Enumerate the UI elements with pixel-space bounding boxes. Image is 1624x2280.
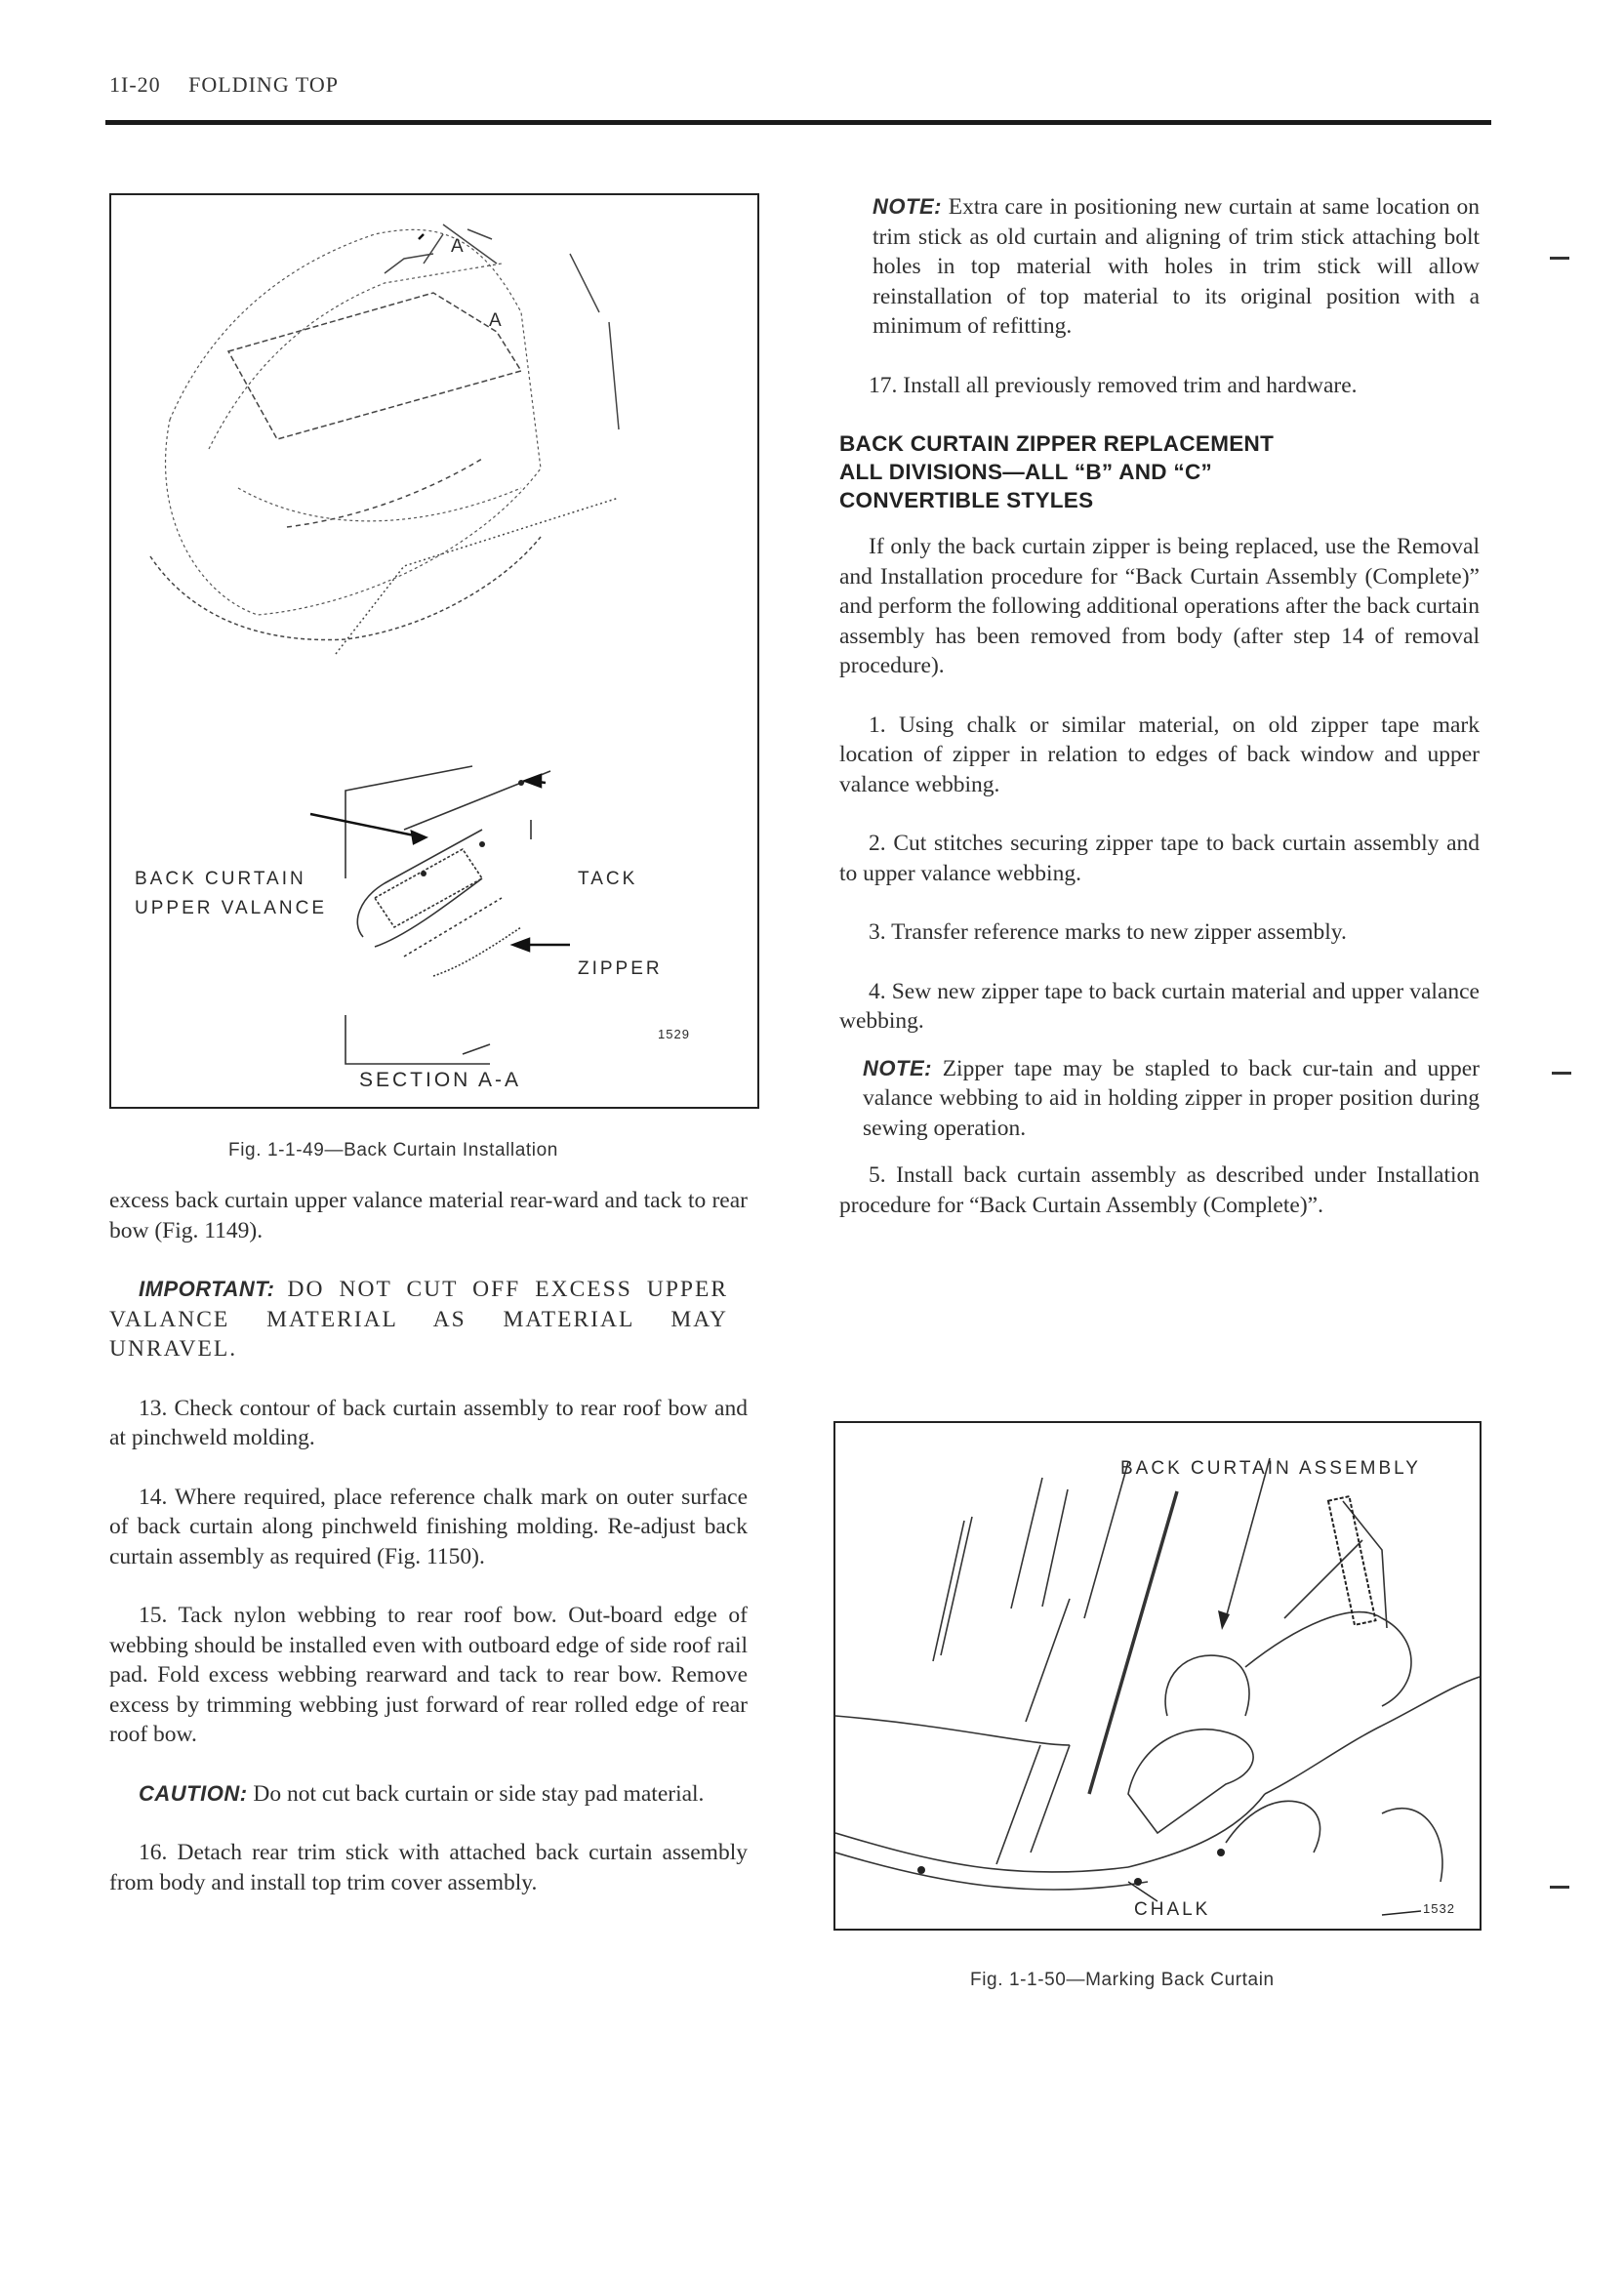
label-chalk: CHALK [1134,1899,1211,1920]
note-text: Extra care in positioning new curtain at same location on trim stick as old curtain and aligning of trim stick attaching bolt holes in top material with holes in trim stick will allow reinstallation of top material to its original position with a minimum of refitting. [873,194,1481,339]
step-3: 3. Transfer reference marks to new zipper assembly. [869,919,1347,945]
important-text: DO NOT CUT OFF EXCESS UPPER VALANCE MATERIAL AS MATERIAL MAY UNRAVEL. [109,1277,728,1362]
heading-line: CONVERTIBLE STYLES [839,488,1094,512]
margin-mark [1550,1886,1569,1889]
label-back-curtain-assembly: BACK CURTAIN ASSEMBLY [1120,1458,1421,1479]
heading-line: BACK CURTAIN ZIPPER REPLACEMENT [839,431,1275,456]
page-number: 1I-20 [109,72,161,97]
label-upper-valance: UPPER VALANCE [135,898,328,918]
step-1: 1. Using chalk or similar material, on old zipper tape mark location of zipper in relation to edges of back window and upper valance webbing. [839,712,1480,797]
figure-back-curtain-installation [109,193,759,1109]
step-16: 16. Detach rear trim stick with attached back curtain assembly from body and install top trim cover assembly. [109,1840,748,1895]
page-header [109,72,339,98]
step-13: 13. Check contour of back curtain assembly to rear roof bow and at pinchweld molding. [109,1395,748,1450]
note-label: NOTE: [873,194,942,219]
step-4: 4. Sew new zipper tape to back curtain material and upper valance webbing. [839,978,1480,1034]
label-zipper: ZIPPER [578,958,663,979]
step-15: 15. Tack nylon webbing to rear roof bow. Out-board edge of webbing should be installed even with outboard edge of side roof rail pad. Fold excess webbing rearward and tack to rear bow. Remove excess by trimming webbing just forward of rear rolled edge of rear roof bow. [109,1603,748,1747]
right-column [839,192,1480,1220]
paragraph: excess back curtain upper valance material rear-ward and tack to rear bow (Fig. 1149). [109,1188,748,1243]
caution-note [109,1779,748,1810]
intro-paragraph: If only the back curtain zipper is being replaced, use the Removal and Installation procedure for “Back Curtain Assembly (Complete)” and perform the following additional operations after the back curtain assembly has been removed from body (after step 14 of removal procedure). [839,534,1480,678]
step-2: 2. Cut stitches securing zipper tape to back curtain assembly and to upper valance webbing. [839,831,1480,886]
section-title: FOLDING TOP [188,72,339,97]
marking-back-curtain-drawing [835,1423,1480,1929]
important-label: IMPORTANT: [139,1277,275,1301]
label-tack: TACK [578,869,638,889]
figure-marking-back-curtain [833,1421,1482,1931]
heading-line: ALL DIVISIONS—ALL “B” AND “C” [839,460,1213,484]
margin-mark [1550,257,1569,260]
caution-text: Do not cut back curtain or side stay pad material. [253,1780,705,1807]
note-2 [839,1054,1480,1144]
section-heading [839,429,1480,514]
figure-number: 1532 [1423,1901,1455,1916]
caution-label: CAUTION: [139,1780,248,1806]
label-a-top: A [451,236,464,257]
note-1 [839,192,1480,342]
figure-number: 1529 [658,1027,690,1041]
step-17: 17. Install all previously removed trim and hardware. [869,372,1358,398]
section-label: SECTION A-A [359,1069,522,1091]
note-text: Zipper tape may be stapled to back cur-tain and upper valance webbing to aid in holding zipper in proper position during sewing operation. [863,1055,1481,1141]
note-label: NOTE: [863,1055,932,1080]
header-rule [105,120,1491,125]
important-note [109,1275,748,1364]
label-a-mid: A [489,310,502,331]
figure-caption: Fig. 1-1-50—Marking Back Curtain [970,1970,1275,1990]
step-5: 5. Install back curtain assembly as described under Installation procedure for “Back Curtain Assembly (Complete)”. [839,1162,1480,1218]
figure-caption: Fig. 1-1-49—Back Curtain Installation [228,1140,558,1160]
left-column [109,1186,748,1897]
margin-mark [1552,1072,1571,1075]
step-14: 14. Where required, place reference chalk mark on outer surface of back curtain along pinchweld finishing molding. Re-adjust back curtain assembly as required (Fig. 1150). [109,1484,748,1569]
label-back-curtain: BACK CURTAIN [135,869,306,889]
